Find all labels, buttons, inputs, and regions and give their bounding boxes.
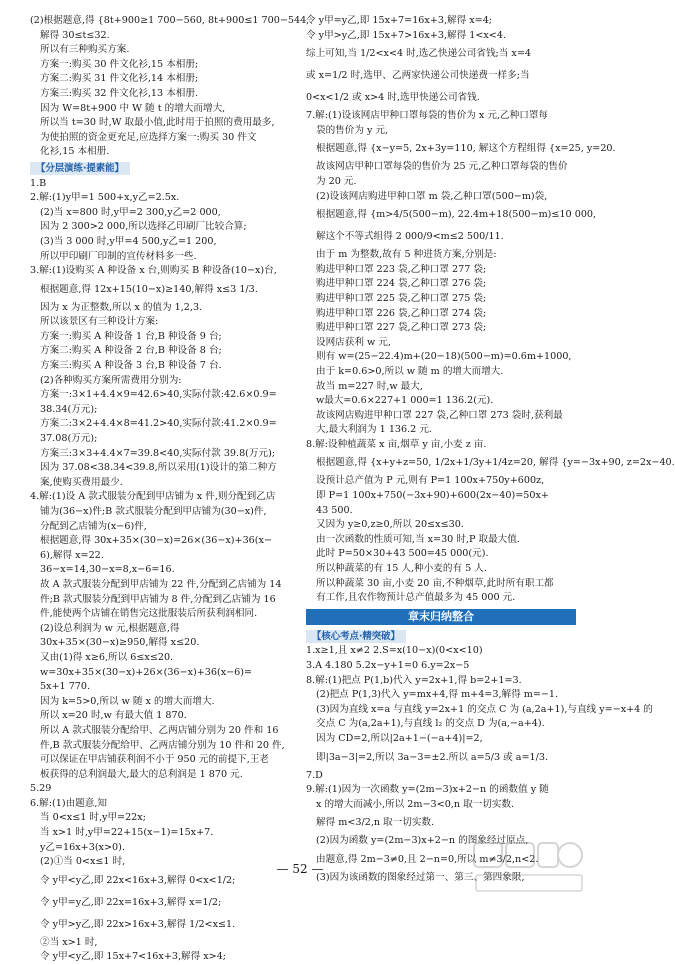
text-line: 43 500. <box>316 504 353 516</box>
text-line: 分配到乙店铺为(x−6)件, <box>40 520 147 532</box>
text-line: (3)当 3 000 时,y甲=4 500,y乙=1 200, <box>40 235 217 247</box>
text-line: 因为 W=8t+900 中 W 随 t 的增大而增大, <box>40 102 226 114</box>
text-line: 方案三:购买 32 件文化衫,13 本相册. <box>40 87 199 99</box>
text-line: 故 A 款式服装分配到甲店铺为 22 件,分配到乙店铺为 14 <box>40 578 282 590</box>
text-line: x 的增大而减小,所以 2m−3<0,n 取一切实数. <box>316 798 515 810</box>
section-heading: 【核心考点·精突破】 <box>306 630 406 643</box>
text-line: 所以种蔬菜 30 亩,小麦 20 亩,不种烟草,此时所有职工都 <box>316 577 554 589</box>
text-line: 件,能使两个店铺在销售完这批服装后所获利润相同. <box>40 608 258 620</box>
text-line: 根据题意,得 {x−y=5, 2x+3y=110, 解这个方程组得 {x=25, y=20. <box>316 143 616 155</box>
text-line: 由一次函数的性质可知,当 x=30 时,P 取最大值. <box>316 533 520 545</box>
text-line: 方案一:购买 30 件文化衫,15 本相册; <box>40 58 199 70</box>
text-line: (2)当 x=800 时,y甲=2 300,y乙=2 000, <box>40 206 221 218</box>
text-line: w最大=0.6×227+1 000=1 136.2(元). <box>316 395 494 407</box>
text-line: 设预计总产值为 P 元,则有 P=1 100x+750y+600z, <box>316 475 545 487</box>
text-line: 方案三:购买 A 种设备 3 台,B 种设备 7 台. <box>40 360 222 372</box>
text-line: 购进甲种口罩 223 袋,乙种口罩 277 袋; <box>316 263 487 275</box>
text-line: 30x+35×(30−x)≥950,解得 x≤20. <box>40 637 200 649</box>
text-line: 案,使购买费用最少. <box>40 476 123 488</box>
text-line: 购进甲种口罩 227 袋,乙种口罩 273 袋; <box>316 322 487 334</box>
text-line: 铺为(36−x)件;B 款式服装分配到甲店铺为(30−x)件, <box>40 506 267 517</box>
text-line: 当 x>1 时,y甲=22+15(x−1)=15x+7. <box>40 827 214 839</box>
text-line: 因为 CD=2,所以|2a+1−(−a+4)|=2, <box>316 732 483 744</box>
problem-start-line: 6.解:(1)由题意,知 <box>30 797 107 809</box>
text-line: 因为 k=5>0,所以 w 随 x 的增大而增大. <box>40 695 215 707</box>
text-line: 因为 2 300>2 000,所以选择乙印刷厂比较合算; <box>40 221 247 233</box>
text-line: 3.A 4.180 5.2x−y+1=0 6.y=2x−5 <box>306 660 470 671</box>
text-line: 令 y甲<y乙,即 15x+7<16x+3,解得 x>4; <box>40 951 227 963</box>
text-line: 设网店获利 w 元, <box>316 336 391 348</box>
text-line: 方案二:购买 31 件文化衫,14 本相册; <box>40 73 199 85</box>
text-line: 2.解:(1)y甲=1 500+x,y乙=2.5x. <box>30 192 180 204</box>
text-line: 交点 C 为(a,2a+1),与直线 l₂ 的交点 D 为(a,−a+4). <box>316 718 545 730</box>
text-line: 由于 k=0.6>0,所以 w 随 m 的增大而增大. <box>316 365 504 377</box>
text-line: 令 y甲=y乙,即 22x=16x+3,解得 x=1/2; <box>40 896 222 908</box>
text-line: 所以 x=20 时,w 有最大值 1 870. <box>40 710 187 722</box>
text-line: 故当 m=227 时,w 最大, <box>316 380 423 392</box>
text-line: ②当 x>1 时, <box>40 936 98 948</box>
text-line: 为 20 元. <box>316 175 357 187</box>
text-line: 根据题意,得 {x+y+z=50, 1/2x+1/3y+1/4z=20, 解得 {y=−3x+90, z=2x−40. <box>316 457 675 469</box>
text-line: 5x+1 770. <box>40 681 91 693</box>
text-line: 化衫,15 本相册. <box>40 146 110 158</box>
text-line: (3)因为该函数的图象经过第一、第三、第四象限, <box>316 871 525 883</box>
text-line: 件,B 款式服装分配给甲、乙两店铺分别为 10 件和 20 件, <box>40 739 285 751</box>
text-line: 解这个不等式组得 2 000/9<m≤2 500/11. <box>316 231 504 243</box>
text-line: 方案二:3×2+4.4×8=41.2>40,实际付款:41.2×0.9= <box>40 418 277 430</box>
text-line: 方案二:购买 A 种设备 2 台,B 种设备 8 台; <box>40 345 222 357</box>
section-heading: 【分层演练·提素能】 <box>30 162 130 175</box>
text-line: 37.08(万元); <box>40 433 98 445</box>
text-line: 购进甲种口罩 226 袋,乙种口罩 274 袋; <box>316 307 487 319</box>
text-line: 有工作,且农作物预计总产值最多为 45 000 元. <box>316 592 516 604</box>
text-line: 令 y甲>y乙,即 15x+7>16x+3,解得 1<x<4. <box>306 29 506 41</box>
text-line: (2)①当 0<x≤1 时, <box>40 856 126 868</box>
text-line: 当 0<x≤1 时,y甲=22x; <box>40 812 146 824</box>
text-line: 或 x=1/2 时,选甲、乙两家快递公司快递费一样多;当 <box>306 70 530 82</box>
text-line: 根据题意,得 30x+35×(30−x)=26×(36−x)+36(x− <box>40 535 272 547</box>
text-line: (2)设该网店购进甲种口罩 m 袋,乙种口罩(500−m)袋, <box>316 190 548 202</box>
text-line: 可以保证在甲店铺获利润不小于 950 元的前提下,王老 <box>40 754 269 766</box>
text-line: 所以甲印刷厂印制的宣传材料多一些. <box>40 250 197 262</box>
text-line: 板获得的总利润最大,最大的总利润是 1 870 元. <box>40 768 243 780</box>
text-line: 综上可知,当 1/2<x<4 时,选乙快递公司省钱;当 x=4 <box>306 48 531 60</box>
text-line: 方案一:3×1+4.4×9=42.6>40,实际付款:42.6×0.9= <box>40 389 277 401</box>
text-line: 所以有三种购买方案. <box>40 44 130 56</box>
page-number: — 52 — <box>276 862 324 876</box>
text-line: 0<x<1/2 或 x>4 时,选甲快递公司省钱. <box>306 92 480 104</box>
text-line: 所以 A 款式服装分配给甲、乙两店铺分别为 20 件和 16 <box>40 724 279 736</box>
text-line: 因为 37.08<38.34<39.8,所以采用(1)设计的第二种方 <box>40 462 277 474</box>
chapter-banner: 章末归纳整合 <box>306 609 576 625</box>
text-line: 令 y甲=y乙,即 15x+7=16x+3,解得 x=4; <box>306 15 493 26</box>
text-line: 购进甲种口罩 224 袋,乙种口罩 276 袋; <box>316 278 487 290</box>
text-line: 解得 30≤t≤32. <box>40 29 110 41</box>
text-line: w=30x+35×(30−x)+26×(36−x)+36(x−6)= <box>40 666 253 678</box>
left-column <box>30 14 310 965</box>
text-line: (2)根据题意,得 {8t+900≥1 700−560, 8t+900≤1 700−544, <box>30 15 310 26</box>
text-line: y乙=16x+3(x>0). <box>40 841 125 853</box>
text-line: 因为 x 为正整数,所以 x 的值为 1,2,3. <box>40 301 203 313</box>
problem-start-line: 9.解:(1)因为一次函数 y=(2m−3)x+2−n 的函数值 y 随 <box>306 784 549 796</box>
text-line: 解得 m<3/2,n 取一切实数. <box>316 817 435 829</box>
text-line: 所以当 t=30 时,W 取最小值,此时用于拍照的费用最多, <box>40 117 275 129</box>
text-line: 则有 w=(25−22.4)m+(20−18)(500−m)=0.6m+1000, <box>316 351 572 363</box>
text-line: 即|3a−3|=2,所以 3a−3=±2.所以 a=5/3 或 a=1/3. <box>316 751 549 763</box>
text-line: 令 y甲<y乙,即 22x<16x+3,解得 0<x<1/2; <box>40 874 236 886</box>
problem-start-line: 4.解:(1)设 A 款式服装分配到甲店铺为 x 件,则分配到乙店 <box>30 491 276 503</box>
text-line: 购进甲种口罩 225 袋,乙种口罩 275 袋; <box>316 292 487 304</box>
text-line: 又由(1)得 x≥6,所以 6≤x≤20. <box>40 651 174 663</box>
text-line: 故该网店甲种口罩每袋的售价为 25 元,乙种口罩每袋的售价 <box>316 161 568 173</box>
text-line: (2)把点 P(1,3)代入 y=mx+4,得 m+4=3,解得 m=−1. <box>316 689 559 701</box>
text-line: (2)因为函数 y=(2m−3)x+2−n 的图象经过原点, <box>316 835 529 847</box>
text-line: 由于 m 为整数,故有 5 种进货方案,分别是: <box>316 249 497 261</box>
section-heading-row <box>30 160 296 177</box>
text-line: 方案一:购买 A 种设备 1 台,B 种设备 9 台; <box>40 330 222 342</box>
right-column <box>306 14 675 886</box>
problem-start-line: 3.解:(1)设购买 A 种设备 x 台,则购买 B 种设备(10−x)台, <box>30 265 277 277</box>
text-line: 根据题意,得 12x+15(10−x)≥140,解得 x≤3 1/3. <box>40 283 258 295</box>
text-line: 此时 P=50×30+43 500=45 000(元). <box>316 548 489 560</box>
text-line: 即 P=1 100x+750(−3x+90)+600(2x−40)=50x+ <box>316 490 549 502</box>
text-line: 由题意,得 2m−3≠0,且 2−n=0,所以 m≠3/2,n<2. <box>316 853 539 865</box>
problem-start-line: 7.解:(1)设该网店甲种口罩每袋的售价为 x 元,乙种口罩每 <box>306 110 549 122</box>
text-line: 令 y甲>y乙,即 22x>16x+3,解得 1/2<x≤1. <box>40 918 236 930</box>
text-line: 件;B 款式服装分配到甲店铺为 8 件,分配到乙店铺为 16 <box>40 593 276 605</box>
text-line: 5.29 <box>30 783 52 795</box>
text-line: 38.34(万元); <box>40 403 98 415</box>
text-line: 袋的售价为 y 元, <box>316 124 389 136</box>
text-line: 所以种蔬菜的有 15 人,种小麦的有 5 人. <box>316 563 487 575</box>
text-line: (2)各种购买方案所需费用分别为: <box>40 374 182 386</box>
text-line: 1.x≥1,且 x≠2 2.S=x(10−x)(0<x<10) <box>306 645 483 657</box>
text-line: 6),解得 x=22. <box>40 549 104 561</box>
text-line: (3)因为直线 x=a 与直线 y=2x+1 的交点 C 为 (a,2a+1),与直线 y=−x+4 的 <box>316 703 653 715</box>
text-line: 根据题意,得 {m>4/5(500−m), 22.4m+18(500−m)≤10 000, <box>316 209 597 221</box>
text-line: 又因为 y≥0,z≥0,所以 20≤x≤30. <box>316 519 464 531</box>
text-line: 方案三:3×3+4.4×7=39.8<40,实际付款 39.8(万元); <box>40 447 276 459</box>
text-line: 所以该景区有三种设计方案: <box>40 316 159 328</box>
section-heading-row <box>306 628 576 645</box>
text-line: 故该网店购进甲种口罩 227 袋,乙种口罩 273 袋时,获利最 <box>316 409 563 421</box>
text-line: 1.B <box>30 177 47 189</box>
watermark-logo <box>470 837 588 897</box>
text-line: 大,最大利润为 1 136.2 元. <box>316 424 432 436</box>
text-line: 为使拍照的资金更充足,应选择方案一:购买 30 件文 <box>40 131 257 143</box>
problem-start-line: 8.解:(1)把点 P(1,b)代入 y=2x+1,得 b=2+1=3. <box>306 674 522 686</box>
text-line: 36−x=14,30−x=8,x−6=16. <box>40 564 175 576</box>
text-line: 7.D <box>306 769 323 781</box>
problem-start-line: 8.解:设种植蔬菜 x 亩,烟草 y 亩,小麦 z 亩. <box>306 438 487 450</box>
text-line: (2)设总利润为 w 元,根据题意,得 <box>40 622 180 634</box>
